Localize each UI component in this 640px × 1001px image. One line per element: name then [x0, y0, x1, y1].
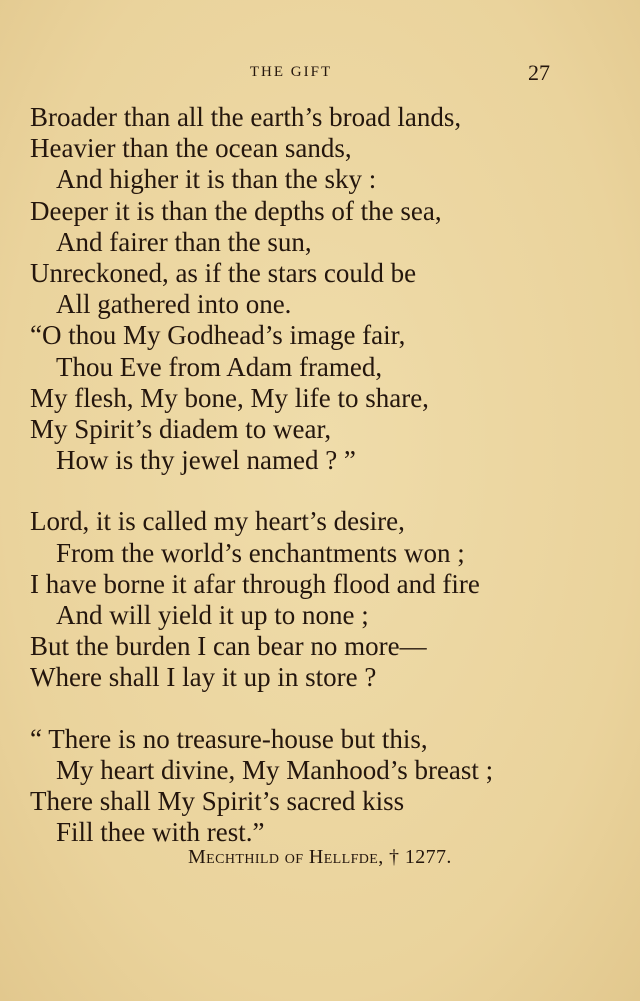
- poem-line: Broader than all the earth’s broad lands,: [30, 102, 462, 132]
- poem-line: And higher it is than the sky :: [56, 164, 377, 195]
- poem-line: My Spirit’s diadem to wear,: [30, 414, 332, 445]
- poem-line: From the world’s enchantments won ;: [56, 537, 465, 568]
- poem-line: Deeper it is than the depths of the sea,: [30, 195, 442, 226]
- poem-line: And fairer than the sun,: [56, 226, 312, 257]
- poem-line: Lord, it is called my heart’s desire,: [30, 506, 405, 537]
- poem-line: I have borne it afar through flood and fire: [30, 568, 480, 599]
- page-number: 27: [528, 60, 550, 85]
- poem-line: How is thy jewel named ? ”: [56, 445, 356, 476]
- poem-line: “O thou My Godhead’s image fair,: [30, 320, 406, 351]
- running-header-title: THE GIFT: [249, 64, 333, 80]
- stanza-2: [30, 506, 590, 693]
- poem-line: Heavier than the ocean sands,: [30, 133, 352, 164]
- poem-line: And will yield it up to none ;: [56, 600, 369, 631]
- poem-line: My heart divine, My Manhood’s breast ;: [56, 754, 494, 785]
- poem-line: There shall My Spirit’s sacred kiss: [30, 786, 405, 817]
- poem-line: All gathered into one.: [56, 289, 292, 320]
- poem-line: But the burden I can bear no more—: [30, 631, 427, 662]
- poem-line: Fill thee with rest.”: [56, 817, 265, 848]
- poem-line: “ There is no treasure-house but this,: [30, 723, 428, 754]
- poem-line: Where shall I lay it up in store ?: [30, 662, 377, 693]
- author-attribution: Mechthild of Hellfde, † 1277.: [188, 846, 452, 868]
- poem-line: Thou Eve from Adam framed,: [56, 351, 383, 382]
- poem-body: [30, 102, 590, 878]
- stanza-3: [30, 724, 590, 849]
- poem-line: Unreckoned, as if the stars could be: [30, 258, 417, 289]
- stanza-1: [30, 102, 590, 476]
- poem-line: My flesh, My bone, My life to share,: [30, 382, 429, 413]
